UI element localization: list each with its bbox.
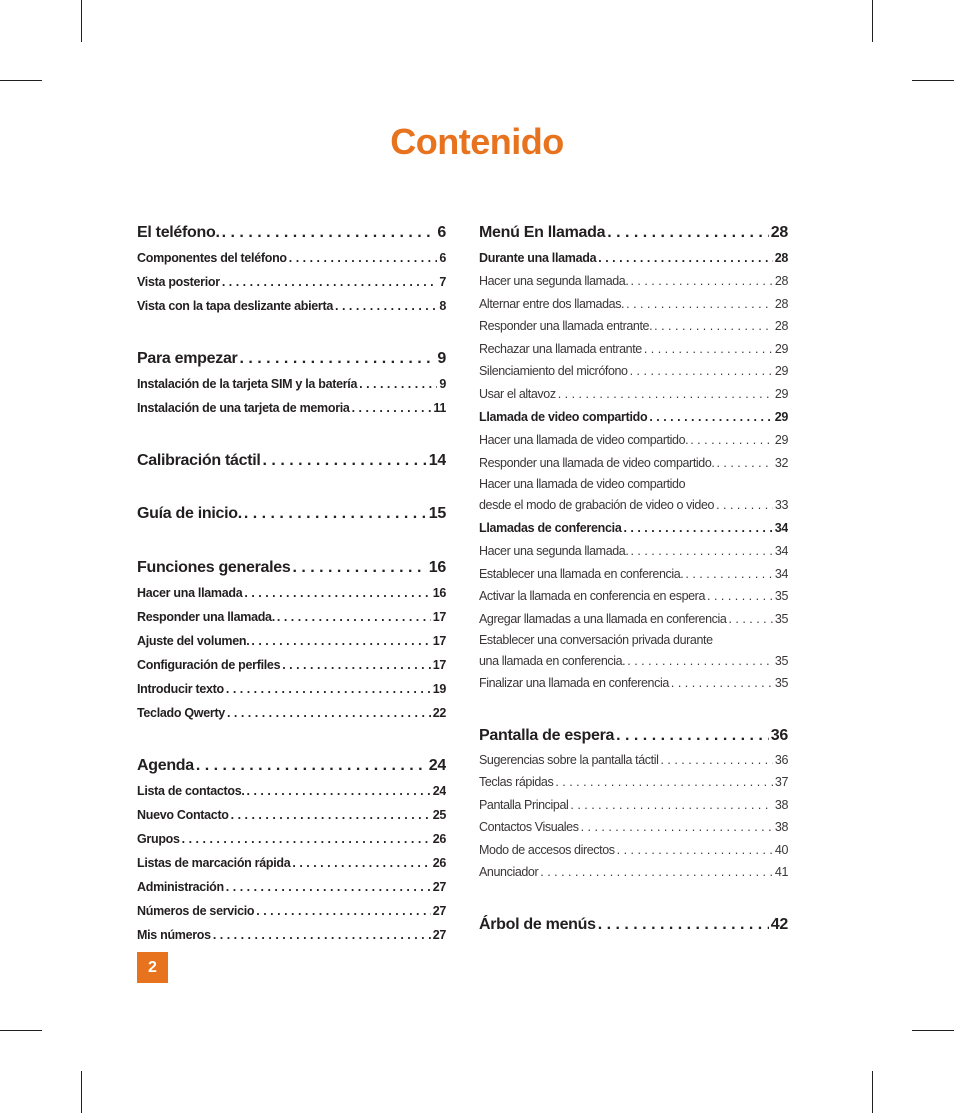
toc-subsection <box>137 701 446 725</box>
entry-label: Grupos <box>137 832 180 846</box>
entry-label: Árbol de menús <box>479 915 596 933</box>
toc-subsection <box>137 875 446 899</box>
entry-page: 42 <box>770 915 788 933</box>
toc-entry <box>479 839 788 862</box>
entry-label-line: Establecer una conversación privada durante <box>479 633 713 647</box>
entry-page: 28 <box>774 251 788 265</box>
entry-label: Alternar entre dos llamadas. <box>479 296 625 311</box>
entry-label: Contactos Visuales <box>479 820 579 834</box>
entry-page: 17 <box>432 658 446 672</box>
dot-leader <box>555 771 773 794</box>
dot-leader <box>649 405 772 429</box>
spacer <box>137 420 446 448</box>
entry-label: Configuración de perfiles <box>137 658 281 672</box>
dot-leader <box>213 923 431 947</box>
dot-leader <box>598 912 769 938</box>
toc-section <box>137 555 446 581</box>
crop-mark <box>0 1030 42 1031</box>
entry-page: 28 <box>774 319 788 333</box>
toc-subsection <box>137 246 446 270</box>
toc-section <box>479 912 788 938</box>
toc-entry <box>479 270 788 293</box>
entry-page: 34 <box>774 544 788 558</box>
toc-entry <box>479 608 788 631</box>
toc-entry <box>479 338 788 361</box>
entry-page: 40 <box>774 842 788 857</box>
entry-label: Llamadas de conferencia <box>479 521 622 535</box>
dot-leader <box>251 629 430 653</box>
dot-leader <box>617 839 773 862</box>
entry-label: Instalación de una tarjeta de memoria <box>137 401 350 415</box>
crop-mark <box>872 1071 873 1113</box>
entry-label: Lista de contactos. <box>137 784 245 798</box>
entry-label: Vista con la tapa deslizante abierta <box>137 299 333 313</box>
entry-page: 28 <box>774 274 788 288</box>
toc-subsection <box>137 851 446 875</box>
toc-entry-multiline <box>479 630 788 672</box>
toc-entry <box>479 495 788 516</box>
dot-leader <box>256 899 430 923</box>
entry-label: Vista posterior <box>137 275 220 289</box>
entry-label: Listas de marcación rápida <box>137 856 291 870</box>
entry-label: Agenda <box>137 757 194 774</box>
entry-page: 27 <box>432 904 446 918</box>
entry-label: Activar la llamada en conferencia en espera <box>479 589 705 603</box>
toc-entry <box>479 749 788 772</box>
dot-leader <box>231 803 431 827</box>
toc-subsection <box>137 827 446 851</box>
dot-leader <box>277 605 431 629</box>
toc-subsection <box>137 581 446 605</box>
dot-leader <box>292 851 430 875</box>
toc-entry <box>479 540 788 563</box>
toc-entry <box>479 672 788 695</box>
dot-leader <box>335 294 437 318</box>
entry-page: 6 <box>439 251 446 265</box>
dot-leader <box>289 246 438 270</box>
dot-leader <box>598 246 772 270</box>
spacer <box>137 725 446 753</box>
entry-label: Anunciador <box>479 865 539 879</box>
entry-label: Administración <box>137 880 224 894</box>
crop-mark <box>81 1071 82 1113</box>
dot-leader <box>570 794 773 817</box>
dot-leader <box>630 270 772 293</box>
dot-leader <box>644 338 773 361</box>
toc-section <box>137 448 446 474</box>
entry-label: Funciones generales <box>137 559 291 576</box>
dot-leader <box>607 220 769 246</box>
entry-label: una llamada en conferencia. <box>479 654 626 668</box>
toc-entry <box>479 429 788 452</box>
toc-entry <box>479 383 788 406</box>
dot-leader <box>244 581 430 605</box>
entry-label: Hacer una llamada de video compartido. <box>479 433 689 447</box>
entry-page: 26 <box>432 856 446 870</box>
toc-subsection <box>137 396 446 420</box>
dot-leader <box>359 372 437 396</box>
toc-entry <box>479 585 788 608</box>
entry-page: 16 <box>432 586 446 600</box>
entry-label: Introducir texto <box>137 682 224 696</box>
dot-leader <box>685 563 773 586</box>
page-title: Contenido <box>390 121 564 162</box>
crop-mark <box>872 0 873 42</box>
toc-entry <box>479 861 788 884</box>
entry-label: Mis números <box>137 928 211 942</box>
entry-label: Números de servicio <box>137 904 255 918</box>
entry-page: 8 <box>439 299 446 313</box>
entry-page: 29 <box>774 386 788 401</box>
toc-section <box>479 220 788 246</box>
dot-leader <box>654 315 773 338</box>
dot-leader <box>630 360 773 383</box>
dot-leader <box>616 723 769 749</box>
toc-entry <box>479 816 788 839</box>
toc-entry <box>479 360 788 383</box>
toc-subsection <box>137 605 446 629</box>
dot-leader <box>182 827 431 851</box>
entry-page: 28 <box>774 296 788 311</box>
spacer <box>479 884 788 912</box>
entry-label: Responder una llamada de video compartido. <box>479 455 715 470</box>
dot-leader <box>671 672 773 695</box>
dot-leader <box>247 779 431 803</box>
entry-page: 36 <box>774 752 788 767</box>
toc-entry <box>479 563 788 586</box>
toc-left-column <box>137 220 446 947</box>
entry-page: 25 <box>432 808 446 822</box>
entry-page: 11 <box>433 401 446 415</box>
toc-entry <box>479 771 788 794</box>
dot-leader <box>728 608 772 631</box>
dot-leader <box>716 495 773 516</box>
entry-label: Llamada de video compartido <box>479 410 648 424</box>
entry-label: Guía de inicio. <box>137 505 242 522</box>
entry-page: 6 <box>437 224 446 241</box>
entry-label: Durante una llamada <box>479 251 597 265</box>
entry-page: 35 <box>774 611 788 626</box>
dot-leader <box>352 396 432 420</box>
entry-label: Teclas rápidas <box>479 775 554 789</box>
entry-label: Silenciamiento del micrófono <box>479 364 628 378</box>
entry-page: 36 <box>770 726 788 744</box>
dot-leader <box>660 749 772 772</box>
toc-subsection <box>479 516 788 540</box>
entry-label: Menú En llamada <box>479 224 606 241</box>
dot-leader <box>244 501 427 527</box>
entry-page: 35 <box>774 654 788 668</box>
toc-subsection <box>137 629 446 653</box>
entry-page: 26 <box>432 832 446 846</box>
entry-label: Pantalla Principal <box>479 797 569 812</box>
entry-page: 9 <box>439 377 446 391</box>
dot-leader <box>263 448 427 474</box>
dot-leader <box>716 452 772 475</box>
entry-page: 19 <box>432 682 446 696</box>
entry-page: 9 <box>437 350 446 367</box>
entry-page: 38 <box>774 820 788 834</box>
dot-leader <box>558 383 773 406</box>
dot-leader <box>626 293 773 316</box>
entry-label: Componentes del teléfono <box>137 251 287 265</box>
dot-leader <box>226 875 431 899</box>
entry-page: 29 <box>774 364 788 378</box>
dot-leader <box>227 701 431 725</box>
toc-subsection <box>137 677 446 701</box>
dot-leader <box>627 651 773 672</box>
entry-page: 32 <box>774 455 788 470</box>
entry-label: Modo de accesos directos <box>479 842 615 857</box>
dot-leader <box>222 270 438 294</box>
entry-label: Responder una llamada. <box>137 610 275 624</box>
entry-page: 24 <box>432 784 446 798</box>
toc-subsection <box>137 779 446 803</box>
spacer <box>479 695 788 723</box>
entry-page: 33 <box>774 498 788 512</box>
dot-leader <box>623 516 772 540</box>
spacer <box>137 318 446 346</box>
entry-page: 28 <box>770 224 788 241</box>
spacer <box>137 527 446 555</box>
entry-label: Hacer una segunda llamada. <box>479 274 629 288</box>
toc-subsection <box>479 405 788 429</box>
entry-label: Calibración táctil <box>137 452 261 469</box>
dot-leader <box>707 585 773 608</box>
toc-subsection <box>137 372 446 396</box>
entry-page: 34 <box>774 521 788 535</box>
toc-section <box>137 220 446 246</box>
entry-label: Rechazar una llamada entrante <box>479 341 642 356</box>
entry-label: Pantalla de espera <box>479 726 615 744</box>
entry-page: 35 <box>774 676 788 690</box>
toc-subsection <box>137 270 446 294</box>
entry-page: 29 <box>774 410 788 424</box>
crop-mark <box>81 0 82 42</box>
toc-section <box>137 501 446 527</box>
crop-mark <box>912 1030 954 1031</box>
crop-mark <box>0 80 42 81</box>
entry-page: 22 <box>432 706 446 720</box>
toc-entry-multiline <box>479 474 788 516</box>
toc-entry <box>479 651 788 672</box>
entry-page: 14 <box>428 452 446 469</box>
entry-label: Hacer una segunda llamada. <box>479 544 629 558</box>
dot-leader <box>226 677 431 701</box>
entry-label: El teléfono. <box>137 224 220 241</box>
entry-label: Para empezar <box>137 350 238 367</box>
entry-label: Nuevo Contacto <box>137 808 229 822</box>
entry-page: 7 <box>439 275 446 289</box>
entry-page: 29 <box>774 433 788 447</box>
dot-leader <box>690 429 773 452</box>
entry-label: Finalizar una llamada en conferencia <box>479 676 669 690</box>
entry-label: desde el modo de grabación de video o video <box>479 498 715 512</box>
toc-subsection <box>137 899 446 923</box>
dot-leader <box>196 753 427 779</box>
entry-label: Instalación de la tarjeta SIM y la batería <box>137 377 358 391</box>
page-number-badge: 2 <box>137 952 168 983</box>
entry-page: 35 <box>774 589 788 603</box>
entry-label: Usar el altavoz <box>479 386 556 401</box>
toc-subsection <box>137 653 446 677</box>
dot-leader <box>292 555 426 581</box>
entry-page: 15 <box>428 505 446 522</box>
toc-entry <box>479 452 788 475</box>
entry-page: 41 <box>774 865 788 879</box>
entry-page: 17 <box>432 610 446 624</box>
entry-page: 38 <box>774 797 788 812</box>
entry-page: 24 <box>428 757 446 774</box>
entry-page: 27 <box>432 880 446 894</box>
entry-page: 37 <box>774 775 788 789</box>
toc-right-column <box>479 220 788 938</box>
dot-leader <box>239 346 435 372</box>
dot-leader <box>540 861 773 884</box>
entry-page: 27 <box>432 928 446 942</box>
dot-leader <box>630 540 772 563</box>
toc-subsection <box>137 923 446 947</box>
spacer <box>137 474 446 501</box>
entry-label: Teclado Qwerty <box>137 706 225 720</box>
entry-page: 16 <box>428 559 446 576</box>
toc-entry <box>479 293 788 316</box>
entry-label: Responder una llamada entrante. <box>479 319 653 333</box>
dot-leader <box>222 220 436 246</box>
toc-section <box>137 346 446 372</box>
toc-section <box>137 753 446 779</box>
toc-subsection <box>479 246 788 270</box>
dot-leader <box>581 816 773 839</box>
entry-label: Hacer una llamada <box>137 586 243 600</box>
toc-entry <box>479 794 788 817</box>
toc-subsection <box>137 803 446 827</box>
toc-section <box>479 723 788 749</box>
toc-entry <box>479 315 788 338</box>
entry-page: 29 <box>774 341 788 356</box>
entry-label: Establecer una llamada en conferencia. <box>479 566 684 581</box>
entry-page: 34 <box>774 566 788 581</box>
entry-label-line: Hacer una llamada de video compartido <box>479 477 686 491</box>
entry-label: Ajuste del volumen. <box>137 634 250 648</box>
dot-leader <box>282 653 430 677</box>
entry-label: Sugerencias sobre la pantalla táctil <box>479 752 659 767</box>
entry-label: Agregar llamadas a una llamada en conferencia <box>479 611 727 626</box>
crop-mark <box>912 80 954 81</box>
entry-page: 17 <box>432 634 446 648</box>
toc-subsection <box>137 294 446 318</box>
